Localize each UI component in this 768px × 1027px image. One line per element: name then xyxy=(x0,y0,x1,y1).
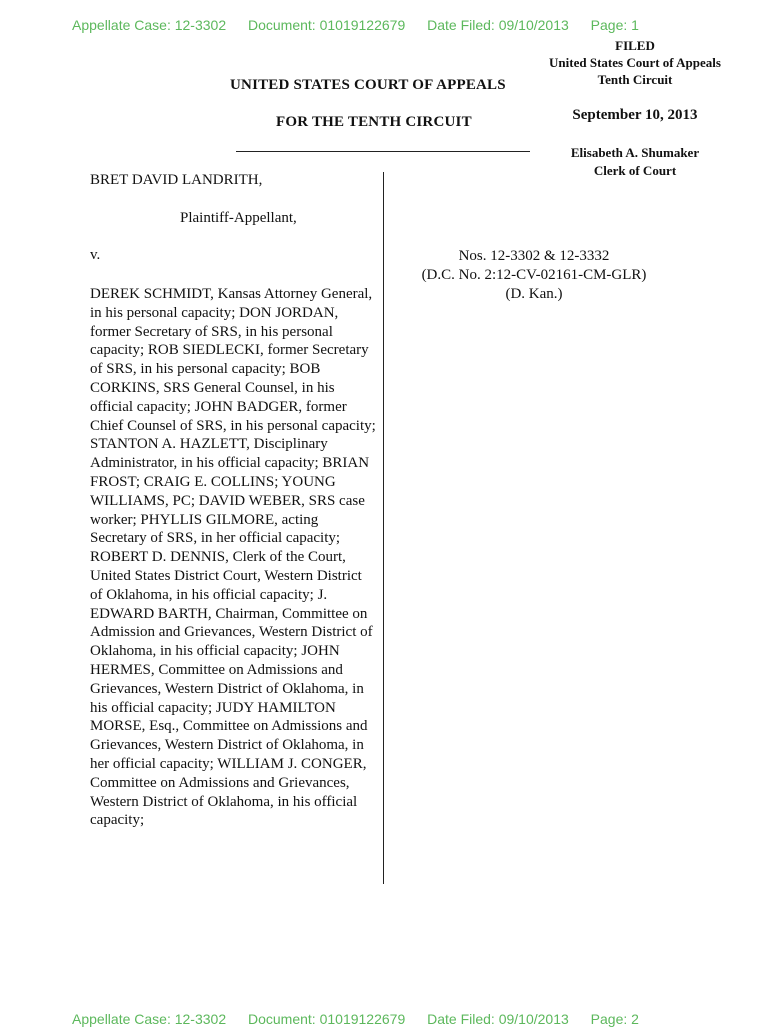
stamp-page: Page: 2 xyxy=(590,1011,639,1027)
district-court-number: (D.C. No. 2:12-CV-02161-CM-GLR) xyxy=(421,267,647,283)
stamp-case: Appellate Case: 12-3302 xyxy=(72,1011,227,1027)
filed-court: United States Court of Appeals xyxy=(549,55,721,70)
caption-rule xyxy=(236,151,530,152)
case-numbers-block xyxy=(400,247,668,304)
district: (D. Kan.) xyxy=(505,286,563,302)
clerk-block xyxy=(548,144,722,180)
plaintiff-name: BRET DAVID LANDRITH, xyxy=(90,172,263,188)
filed-block xyxy=(528,37,742,88)
court-title: UNITED STATES COURT OF APPEALS xyxy=(230,77,506,93)
circuit-title: FOR THE TENTH CIRCUIT xyxy=(276,114,472,130)
stamp-case: Appellate Case: 12-3302 xyxy=(72,17,227,33)
clerk-title: Clerk of Court xyxy=(593,163,677,178)
stamp-date-filed: Date Filed: 09/10/2013 xyxy=(427,1011,569,1027)
caption-divider xyxy=(383,172,384,884)
plaintiff-role: Plaintiff-Appellant, xyxy=(180,210,297,226)
filed-circuit: Tenth Circuit xyxy=(597,72,673,87)
header-filing-stamp xyxy=(72,17,657,33)
filed-label: FILED xyxy=(615,38,655,53)
case-numbers: Nos. 12-3302 & 12-3332 xyxy=(458,248,610,264)
stamp-document: Document: 01019122679 xyxy=(248,17,406,33)
versus: v. xyxy=(90,247,101,263)
stamp-page: Page: 1 xyxy=(590,17,639,33)
clerk-name: Elisabeth A. Shumaker xyxy=(570,145,700,160)
footer-filing-stamp xyxy=(72,1011,657,1027)
stamp-date-filed: Date Filed: 09/10/2013 xyxy=(427,17,569,33)
stamp-document: Document: 01019122679 xyxy=(248,1011,406,1027)
defendants-list: DEREK SCHMIDT, Kansas Attorney General, in his personal capacity; DON JORDAN, former Secretary of SRS, in his personal capacity; ROB SIEDLECKI, former Secretary of SRS, in his personal capacity; BOB CORKINS, SRS General Counsel, in his official capacity; JOHN BADGER, former Chief Counsel of SRS, in his personal capacity; STANTON A. HAZLETT, Disciplinary Administrator, in his official capacity; BRIAN FROST; CRAIG E. COLLINS; YOUNG WILLIAMS, PC; DAVID WEBER, SRS case worker; PHYLLIS GILMORE, acting Secretary of SRS, in her official capacity; ROBERT D. DENNIS, Clerk of the Court, United States District Court, Western District of Oklahoma, in his official capacity; J. EDWARD BARTH, Chairman, Committee on Admission and Grievances, Western District of Oklahoma, in his official capacity; JOHN HERMES, Committee on Admissions and Grievances, Western District of Oklahoma, in his official capacity; JUDY HAMILTON MORSE, Esq., Committee on Admissions and Grievances, Western District of Oklahoma, in her official capacity; WILLIAM J. CONGER, Committee on Admissions and Grievances, Western District of Oklahoma, in his official capacity; xyxy=(90,286,376,829)
filed-date: September 10, 2013 xyxy=(572,107,698,123)
